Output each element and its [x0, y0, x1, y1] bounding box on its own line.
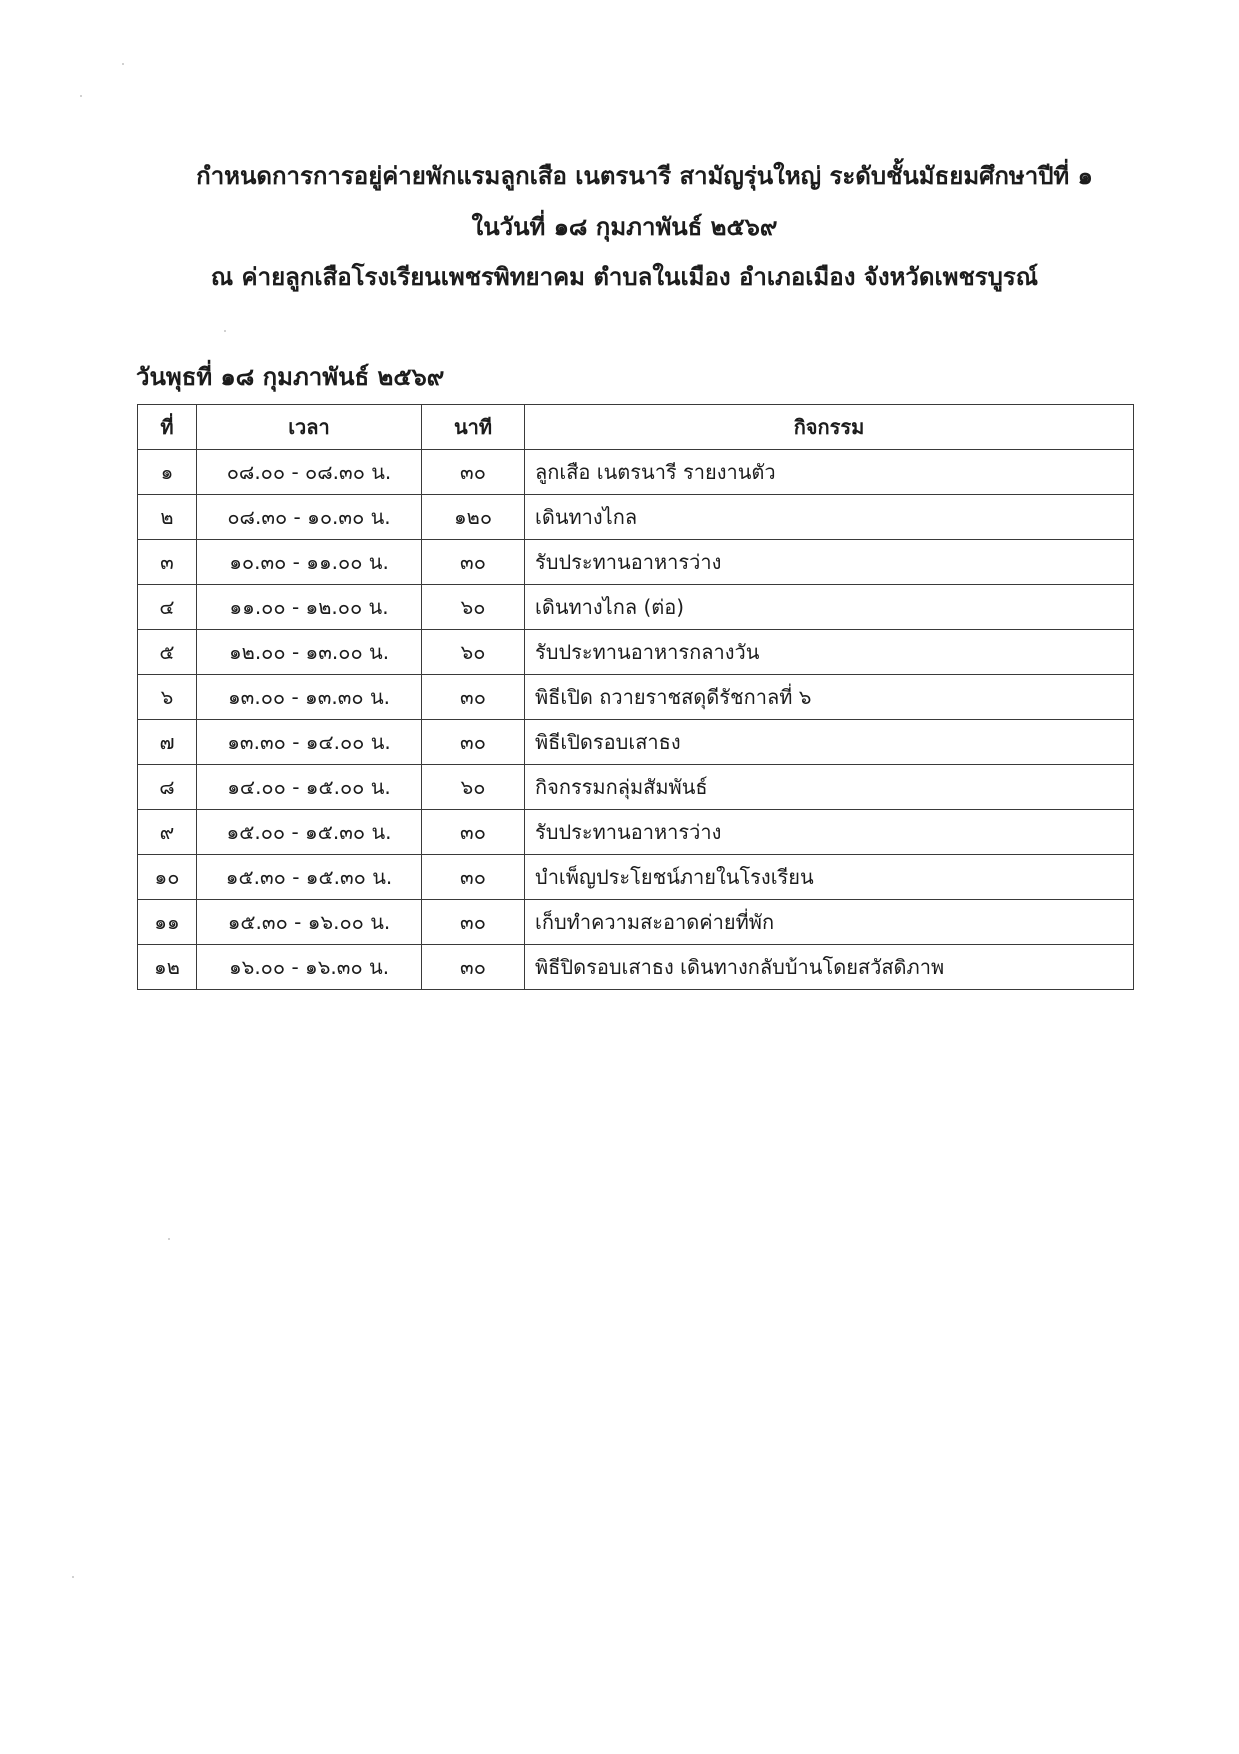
cell-time: ๑๒.๐๐ - ๑๓.๐๐ น.: [197, 630, 422, 675]
cell-activity: บำเพ็ญประโยชน์ภายในโรงเรียน: [525, 855, 1134, 900]
cell-time: ๑๓.๐๐ - ๑๓.๓๐ น.: [197, 675, 422, 720]
table-row: [138, 495, 1134, 540]
cell-no: ๔: [138, 585, 197, 630]
cell-no: ๙: [138, 810, 197, 855]
cell-time: ๑๕.๓๐ - ๑๕.๓๐ น.: [197, 855, 422, 900]
table-row: [138, 765, 1134, 810]
table-row: [138, 675, 1134, 720]
document-title-line-1: กำหนดการการอยู่ค่ายพักแรมลูกเสือ เนตรนารี สามัญรุ่นใหญ่ ระดับชั้นมัธยมศึกษาปีที่ ๑: [196, 162, 1093, 190]
cell-no: ๗: [138, 720, 197, 765]
cell-minutes: ๓๐: [422, 945, 525, 990]
cell-time: ๐๘.๐๐ - ๐๘.๓๐ น.: [197, 450, 422, 495]
scan-speck: [224, 330, 226, 332]
cell-time: ๑๕.๐๐ - ๑๕.๓๐ น.: [197, 810, 422, 855]
cell-activity: เดินทางไกล (ต่อ): [525, 585, 1134, 630]
schedule-table: [137, 404, 1134, 990]
cell-minutes: ๑๒๐: [422, 495, 525, 540]
cell-time: ๑๐.๓๐ - ๑๑.๐๐ น.: [197, 540, 422, 585]
cell-minutes: ๓๐: [422, 720, 525, 765]
day-heading: วันพุธที่ ๑๘ กุมภาพันธ์ ๒๕๖๙: [136, 363, 445, 391]
cell-no: ๒: [138, 495, 197, 540]
cell-activity: กิจกรรมกลุ่มสัมพันธ์: [525, 765, 1134, 810]
table-row: [138, 945, 1134, 990]
cell-activity: รับประทานอาหารกลางวัน: [525, 630, 1134, 675]
cell-no: ๘: [138, 765, 197, 810]
cell-activity: พิธีเปิด ถวายราชสดุดีรัชกาลที่ ๖: [525, 675, 1134, 720]
table-row: [138, 900, 1134, 945]
cell-no: ๑๒: [138, 945, 197, 990]
cell-minutes: ๓๐: [422, 900, 525, 945]
cell-minutes: ๓๐: [422, 675, 525, 720]
cell-activity: เดินทางไกล: [525, 495, 1134, 540]
table-row: [138, 720, 1134, 765]
cell-time: ๐๘.๓๐ - ๑๐.๓๐ น.: [197, 495, 422, 540]
cell-time: ๑๑.๐๐ - ๑๒.๐๐ น.: [197, 585, 422, 630]
cell-activity: พิธีเปิดรอบเสาธง: [525, 720, 1134, 765]
column-header-time: เวลา: [197, 405, 422, 450]
cell-minutes: ๓๐: [422, 540, 525, 585]
cell-activity: ลูกเสือ เนตรนารี รายงานตัว: [525, 450, 1134, 495]
table-row: [138, 450, 1134, 495]
table-row: [138, 540, 1134, 585]
scan-speck: [80, 95, 82, 97]
table-row: [138, 585, 1134, 630]
scan-speck: [72, 1576, 74, 1578]
cell-minutes: ๖๐: [422, 630, 525, 675]
cell-minutes: ๖๐: [422, 585, 525, 630]
cell-no: ๑๐: [138, 855, 197, 900]
document-title-location: ณ ค่ายลูกเสือโรงเรียนเพชรพิทยาคม ตำบลในเมือง อำเภอเมือง จังหวัดเพชรบูรณ์: [210, 263, 1039, 291]
table-header-row: [138, 405, 1134, 450]
table-row: [138, 855, 1134, 900]
cell-no: ๖: [138, 675, 197, 720]
cell-minutes: ๓๐: [422, 450, 525, 495]
cell-time: ๑๓.๓๐ - ๑๔.๐๐ น.: [197, 720, 422, 765]
cell-no: ๕: [138, 630, 197, 675]
table-row: [138, 630, 1134, 675]
cell-time: ๑๖.๐๐ - ๑๖.๓๐ น.: [197, 945, 422, 990]
scan-speck: [168, 1238, 170, 1240]
cell-activity: รับประทานอาหารว่าง: [525, 810, 1134, 855]
document-title-date: ในวันที่ ๑๘ กุมภาพันธ์ ๒๕๖๙: [471, 213, 778, 241]
cell-minutes: ๖๐: [422, 765, 525, 810]
column-header-minutes: นาที: [422, 405, 525, 450]
cell-time: ๑๕.๓๐ - ๑๖.๐๐ น.: [197, 900, 422, 945]
cell-no: ๑: [138, 450, 197, 495]
cell-activity: เก็บทำความสะอาดค่ายที่พัก: [525, 900, 1134, 945]
cell-no: ๓: [138, 540, 197, 585]
cell-minutes: ๓๐: [422, 810, 525, 855]
cell-no: ๑๑: [138, 900, 197, 945]
column-header-activity: กิจกรรม: [525, 405, 1134, 450]
cell-time: ๑๔.๐๐ - ๑๕.๐๐ น.: [197, 765, 422, 810]
cell-activity: พิธีปิดรอบเสาธง เดินทางกลับบ้านโดยสวัสดิภาพ: [525, 945, 1134, 990]
table-row: [138, 810, 1134, 855]
cell-activity: รับประทานอาหารว่าง: [525, 540, 1134, 585]
cell-minutes: ๓๐: [422, 855, 525, 900]
column-header-no: ที่: [138, 405, 197, 450]
scan-speck: [122, 63, 124, 65]
